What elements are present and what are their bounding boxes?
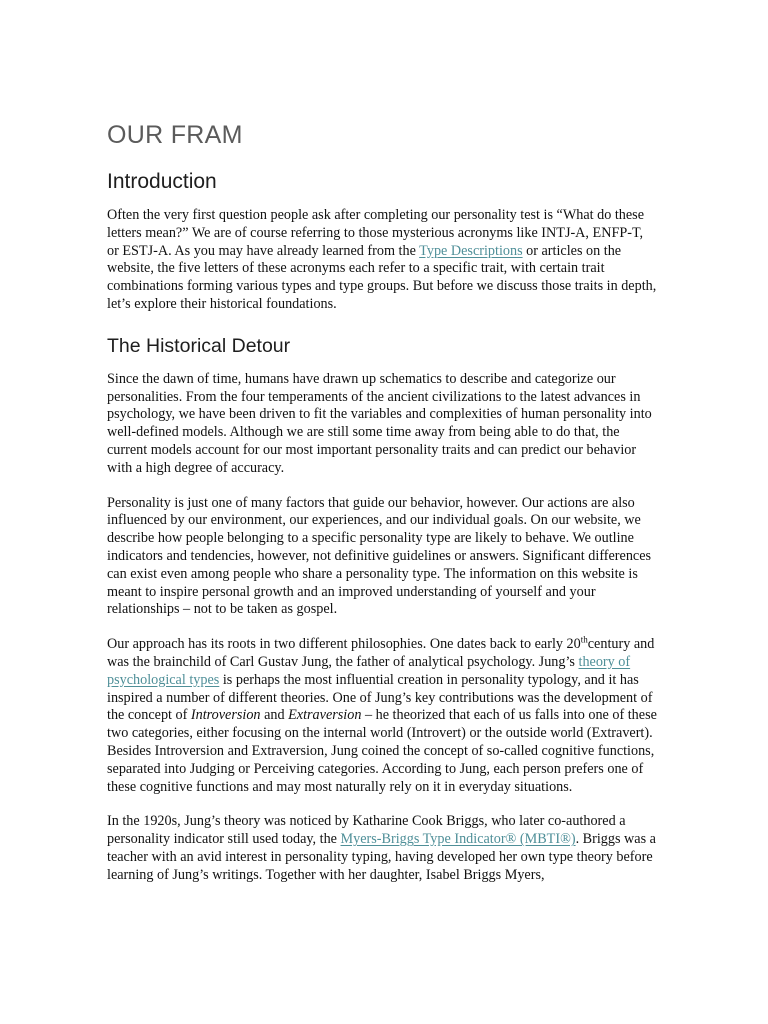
- historical-detour-heading: The Historical Detour: [107, 334, 291, 357]
- historical-paragraph-4: [107, 813, 658, 884]
- introduction-text-after-link: or articles on the website, the five letters of these acronyms each refer to a specific trait, with certain trait combinations forming various types and type groups. But before we discuss those traits in depth, let’s explore their historical foundations.: [107, 242, 657, 312]
- superscript-th: th: [580, 634, 588, 645]
- mbti-link[interactable]: Myers-Briggs Type Indicator® (MBTI®): [340, 831, 576, 848]
- introduction-paragraph: [107, 207, 658, 314]
- paragraph-3-text: – he theorized that each of us falls into one of these two categories, either focusing on the internal world (Introvert) or the outside world (Extravert). Besides Introversion and Extraversion, Jung coined the concept of so-called cognitive functions, separated into Judging or Perceiving categories. According to Jung, each person prefers one of these cognitive functions and may most naturally rely on it in everyday situations.: [107, 707, 657, 795]
- introversion-term: Introversion: [190, 707, 261, 724]
- historical-paragraph-3: [107, 636, 658, 796]
- paragraph-3-text: Our approach has its roots in two different philosophies. One dates back to early 20: [107, 636, 581, 653]
- historical-paragraph-1: Since the dawn of time, humans have drawn up schematics to describe and categorize our personalities. From the four temperaments of the ancient civilizations to the latest advances in psychology, we have been driven to fit the variables and complexities of human personality into well-defined models. Although we are still some time away from being able to do that, the current models account for our most important personality traits and can predict our behavior with a high degree of accuracy.: [107, 370, 652, 476]
- introduction-text-before-link: Often the very first question people ask after completing our personality test is “What do these letters mean?” We are of course referring to those mysterious acronyms like INTJ-A, ENFP-T, or ESTJ-A. As you may have already learned from the: [107, 207, 644, 259]
- introduction-heading: Introduction: [107, 170, 217, 193]
- theory-of-psychological-types-link[interactable]: theory of psychological types: [107, 653, 631, 688]
- paragraph-3-text: century and was the brainchild of Carl Gustav Jung, the father of analytical psychology. Jung’s: [107, 636, 655, 670]
- document-title: OUR FRAM: [107, 121, 243, 149]
- historical-paragraph-2: Personality is just one of many factors that guide our behavior, however. Our actions are also influenced by our environment, our experiences, and our individual goals. On our website, we describe how people belonging to a specific personality type are likely to behave. We outline indicators and tendencies, however, not definitive guidelines or answers. Significant differences can exist even among people who share a personality type. The information on this website is meant to inspire personal growth and an improved understanding of yourself and your relationships – not to be taken as gospel.: [107, 494, 652, 618]
- paragraph-4-text: . Briggs was a teacher with an avid interest in personality typing, having developed her own type theory before learning of Jung’s writings. Together with her daughter, Isabel Briggs Myers,: [107, 831, 656, 883]
- extraversion-term: Extraversion: [288, 707, 362, 724]
- paragraph-3-text: and: [260, 707, 289, 724]
- paragraph-4-text: In the 1920s, Jung’s theory was noticed by Katharine Cook Briggs, who later co-authored a personality indicator still used today, the: [107, 813, 626, 848]
- type-descriptions-link[interactable]: Type Descriptions: [419, 242, 523, 259]
- paragraph-3-text: is perhaps the most influential creation in personality typology, and it has inspired a number of different theories. One of Jung’s key contributions was the development of the concept of: [107, 671, 653, 724]
- document-page: [107, 120, 658, 885]
